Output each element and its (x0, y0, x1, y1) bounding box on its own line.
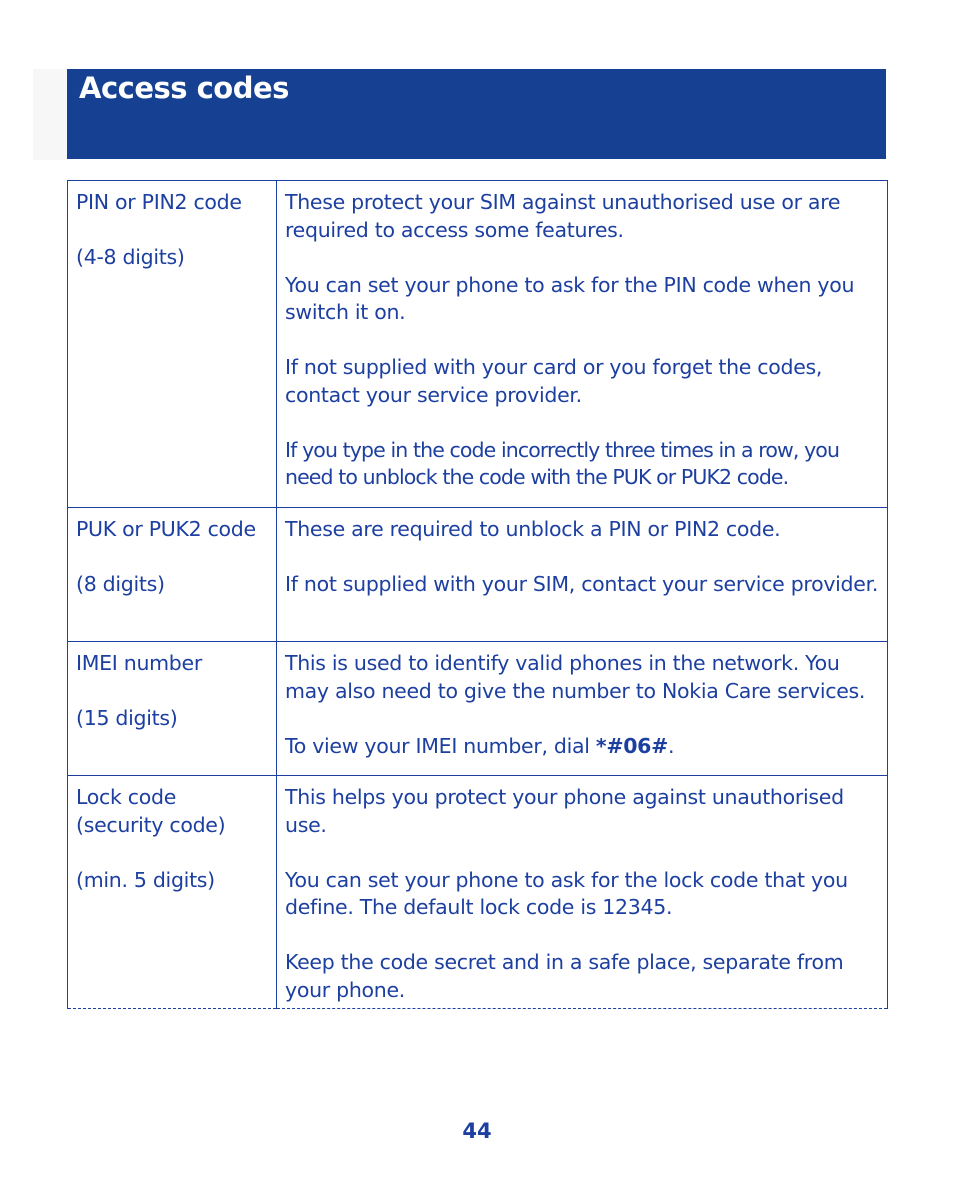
description-paragraph: If you type in the code incorrectly three times in a row, you need to unblock the code with the PUK or PUK2 code. (285, 437, 840, 489)
code-name-cell (68, 181, 277, 508)
table-row (68, 181, 888, 508)
code-name-cell (68, 508, 277, 642)
description-paragraph: These are required to unblock a PIN or PIN2 code. (285, 517, 781, 541)
imei-instruction (285, 733, 881, 761)
code-description-cell (277, 181, 888, 508)
code-name: PIN or PIN2 code (76, 190, 242, 214)
description-paragraph: If not supplied with your SIM, contact your service provider. (285, 572, 879, 596)
code-name: IMEI number (76, 651, 202, 675)
code-digits: (15 digits) (76, 706, 178, 730)
margin-shade (33, 69, 69, 160)
code-digits: (8 digits) (76, 572, 165, 596)
code-digits: (min. 5 digits) (76, 867, 215, 892)
code-description-cell (277, 776, 888, 1009)
table-row (68, 508, 888, 642)
description-paragraph: This is used to identify valid phones in the network. You may also need to give the number to Nokia Care services. (285, 651, 866, 703)
page-number: 44 (462, 1119, 492, 1143)
code-name-cell (68, 776, 277, 1009)
section-header (67, 69, 886, 159)
code-name: Lock code (security code) (76, 785, 226, 837)
code-name: PUK or PUK2 code (76, 517, 256, 541)
table-row (68, 642, 888, 776)
imei-prefix: To view your IMEI number, dial (285, 733, 596, 758)
code-description-cell (277, 642, 888, 776)
code-name-cell (68, 642, 277, 776)
description-paragraph: You can set your phone to ask for the lock code that you define. The default lock code is 12345. (285, 867, 848, 919)
code-digits: (4-8 digits) (76, 245, 185, 269)
description-paragraph: If not supplied with your card or you forget the codes, contact your service provider. (285, 355, 823, 407)
access-codes-table (67, 180, 888, 1009)
imei-code: *#06# (595, 733, 669, 758)
code-description-cell (277, 508, 888, 642)
description-paragraph: These protect your SIM against unauthorised use or are required to access some features. (285, 190, 841, 242)
description-paragraph: This helps you protect your phone against unauthorised use. (285, 785, 844, 837)
table-row (68, 776, 888, 1009)
description-paragraph: Keep the code secret and in a safe place, separate from your phone. (285, 950, 844, 1002)
imei-suffix: . (668, 733, 675, 758)
page-title: Access codes (79, 71, 289, 105)
description-paragraph: You can set your phone to ask for the PIN code when you switch it on. (285, 272, 855, 324)
